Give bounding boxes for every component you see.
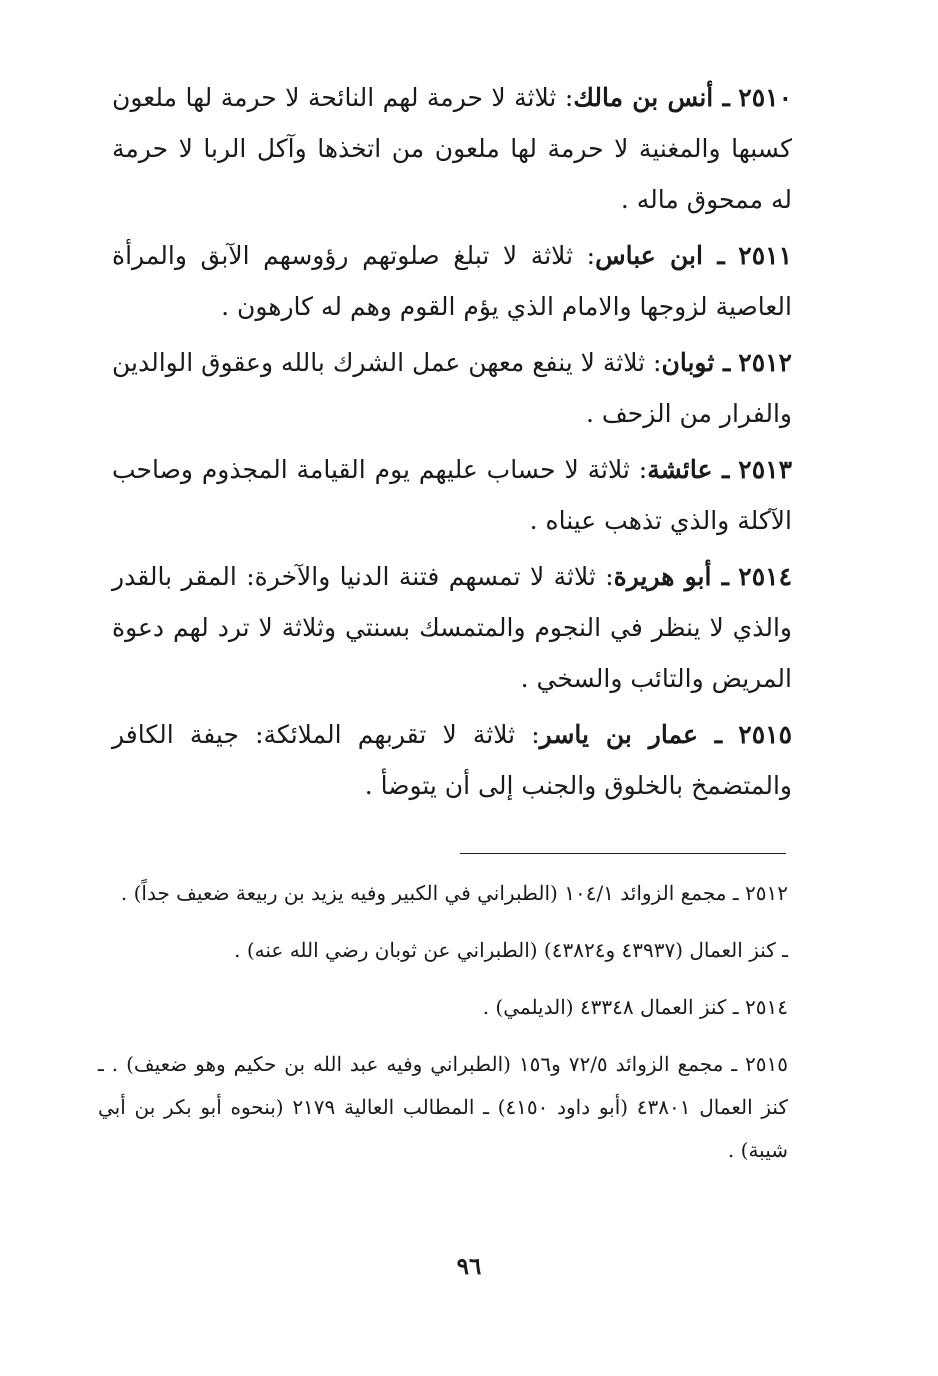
hadith-number: ٢٥١٥	[738, 720, 792, 749]
hadith-text: ثلاثة لا حرمة لهم النائحة لا حرمة لها ملعون كسبها والمغنية لا حرمة لها ملعون من اتخذها وآكل الربا لا حرمة له ممحوق ماله .	[112, 83, 792, 214]
dash-separator: ـ	[712, 455, 730, 484]
hadith-number: ٢٥١٠	[738, 83, 793, 112]
dash-separator: ـ	[713, 83, 730, 112]
footnote: ٢٥١٥ ـ مجمع الزوائد ٧٢/٥ و١٥٦ (الطبراني وفيه عبد الله بن حكيم وهو ضعيف) . ـ كنز العمال ٤٣٨٠١ (أبو داود ٤١٥٠) ـ المطالب العالية ٢١٧٩ (بنحوه أبو بكر بن أبي شيبة) .	[98, 1052, 788, 1162]
colon-separator: :	[645, 348, 662, 377]
hadith-list	[112, 72, 792, 816]
hadith-text: ثلاثة لا ينفع معهن عمل الشرك بالله وعقوق الوالدين والفرار من الزحف .	[112, 348, 792, 428]
hadith-number: ٢٥١١	[738, 241, 792, 270]
hadith-text: ثلاثة لا حساب عليهم يوم القيامة المجذوم وصاحب الآكلة والذي تذهب عيناه .	[112, 455, 792, 535]
colon-separator: :	[595, 562, 614, 591]
hadith-number: ٢٥١٣	[738, 455, 792, 484]
hadith-narrator: أنس بن مالك	[573, 83, 714, 112]
footnote: ٢٥١٢ ـ مجمع الزوائد ١٠٤/١ (الطبراني في الكبير وفيه يزيد بن ربيعة ضعيف جداً) .	[120, 881, 788, 905]
dash-separator: ـ	[702, 241, 725, 270]
hadith-text: ثلاثة لا تقربهم الملائكة: جيفة الكافر والمتضمخ بالخلوق والجنب إلى أن يتوضأ .	[112, 720, 792, 800]
hadith-number: ٢٥١٤	[738, 562, 793, 591]
footnote-divider	[460, 853, 786, 854]
colon-separator: :	[573, 241, 596, 270]
hadith-narrator: عمار بن ياسر	[539, 720, 698, 749]
hadith-entry	[112, 444, 792, 546]
hadith-narrator: عائشة	[647, 455, 713, 484]
hadith-entry	[112, 551, 792, 704]
footnote: ـ كنز العمال (٤٣٩٣٧ و٤٣٨٢٤) (الطبراني عن ثوبان رضي الله عنه) .	[234, 938, 788, 962]
colon-separator: :	[515, 720, 540, 749]
hadith-text: ثلاثة لا تبلغ صلوتهم رؤوسهم الآبق والمرأة العاصية لزوجها والامام الذي يؤم القوم وهم له كارهون .	[112, 241, 792, 321]
hadith-entry	[112, 230, 792, 332]
dash-separator: ـ	[711, 562, 729, 591]
page-number: ٩٦	[456, 1253, 482, 1280]
dash-separator: ـ	[697, 720, 723, 749]
hadith-text: ثلاثة لا تمسهم فتنة الدنيا والآخرة: المقر بالقدر والذي لا ينظر في النجوم والمتمسك بسنتي وثلاثة لا ترد لهم دعوة المريض والتائب والسخي .	[112, 562, 792, 693]
dash-separator: ـ	[714, 348, 731, 377]
hadith-narrator: ثوبان	[661, 348, 715, 377]
hadith-narrator: أبو هريرة	[613, 562, 712, 591]
hadith-entry	[112, 709, 792, 811]
colon-separator: :	[629, 455, 648, 484]
hadith-entry	[112, 337, 792, 439]
colon-separator: :	[556, 83, 574, 112]
footnote: ٢٥١٤ ـ كنز العمال ٤٣٣٤٨ (الديلمي) .	[482, 995, 788, 1019]
hadith-number: ٢٥١٢	[738, 348, 792, 377]
hadith-narrator: ابن عباس	[595, 241, 703, 270]
footnotes	[98, 872, 788, 1186]
hadith-entry	[112, 72, 792, 225]
